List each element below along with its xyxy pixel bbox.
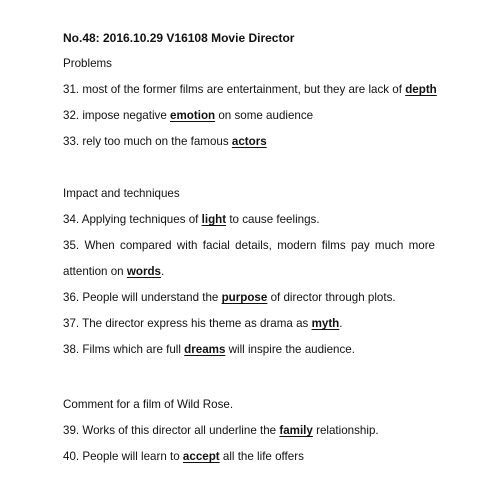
item-text-after: of director through plots. (270, 291, 396, 304)
item-text: People will learn to (82, 450, 180, 463)
item-number: 36. (63, 291, 80, 304)
list-item-35 (63, 238, 435, 254)
item-keyword: myth (311, 317, 340, 330)
item-number: 39. (63, 424, 80, 437)
item-number: 35. (63, 239, 80, 252)
item-text: The director express his theme as drama as (82, 317, 309, 330)
item-keyword: depth (405, 83, 437, 96)
list-item-32 (63, 108, 313, 124)
item-number: 34. (63, 213, 80, 226)
item-keyword: words (126, 265, 161, 278)
list-item-36 (63, 290, 396, 306)
section-heading-impact: Impact and techniques (63, 187, 180, 200)
item-text-after: to cause feelings. (229, 213, 320, 226)
item-text-after: . (339, 317, 343, 330)
list-item-34 (63, 212, 320, 228)
item-text-after: relationship. (316, 424, 379, 437)
item-text-after: . (161, 265, 165, 278)
item-number: 40. (63, 450, 80, 463)
item-text-line2: attention on (63, 265, 124, 278)
item-text: Films which are full (82, 343, 181, 356)
list-item-39 (63, 423, 379, 439)
item-number: 37. (63, 317, 80, 330)
item-text: rely too much on the famous (82, 135, 229, 148)
item-text: People will understand the (82, 291, 219, 304)
item-keyword: purpose (221, 291, 268, 304)
item-number: 38. (63, 343, 80, 356)
item-keyword: dreams (184, 343, 226, 356)
list-item-37 (63, 316, 343, 332)
item-text: Applying techniques of (81, 213, 199, 226)
item-text: most of the former films are entertainment, but they are lack of (82, 83, 402, 96)
item-number: 31. (63, 83, 80, 96)
list-item-35-continuation (63, 264, 164, 280)
item-keyword: light (201, 213, 227, 226)
item-keyword: accept (182, 450, 220, 463)
list-item-33 (63, 134, 267, 150)
item-text-after: will inspire the audience. (228, 343, 355, 356)
item-text: Works of this director all underline the (82, 424, 277, 437)
item-keyword: family (279, 424, 313, 437)
item-number: 32. (63, 109, 80, 122)
list-item-31 (63, 82, 437, 98)
item-text-after: all the life offers (222, 450, 304, 463)
item-text-after: on some audience (218, 109, 314, 122)
item-number: 33. (63, 135, 80, 148)
list-item-40 (63, 449, 304, 465)
section-heading-problems: Problems (63, 57, 112, 70)
item-keyword: emotion (170, 109, 216, 122)
item-keyword: actors (231, 135, 267, 148)
document-title: No.48: 2016.10.29 V16108 Movie Director (63, 31, 295, 45)
item-text: impose negative (82, 109, 167, 122)
item-text: When compared with facial details, modern films pay much more (84, 239, 435, 252)
section-heading-comment: Comment for a film of Wild Rose. (63, 398, 234, 411)
list-item-38 (63, 342, 355, 358)
